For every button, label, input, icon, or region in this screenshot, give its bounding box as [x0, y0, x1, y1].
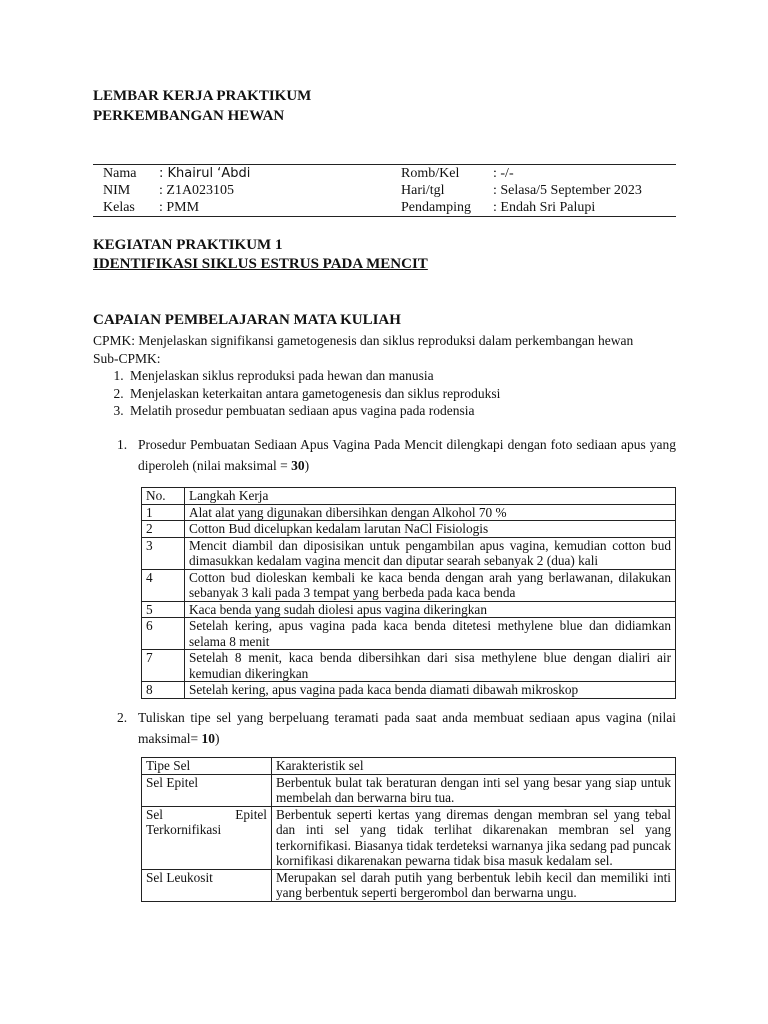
info-label: Kelas: [93, 199, 149, 217]
table-row: [142, 774, 676, 806]
cell-type: Sel Leukosit: [142, 869, 272, 901]
step-text: Alat alat yang digunakan dibersihkan dengan Alkohol 70 %: [185, 504, 676, 521]
table-row: [142, 682, 676, 699]
activity-heading: [93, 236, 428, 274]
title-line-1: LEMBAR KERJA PRAKTIKUM: [93, 88, 312, 104]
step-number: 8: [142, 682, 185, 699]
cpmk-text: CPMK: Menjelaskan signifikansi gametogenesis dan siklus reproduksi dalam perkembangan hewan: [93, 333, 634, 348]
table-header-row: [142, 488, 676, 505]
step-text: Cotton Bud dicelupkan kedalam larutan NaCl Fisiologis: [185, 521, 676, 538]
step-number: 7: [142, 650, 185, 682]
table-row: [142, 537, 676, 569]
procedure-table: [141, 487, 676, 699]
info-value: : -/-: [483, 165, 676, 183]
table-row: [142, 869, 676, 901]
info-label: Pendamping: [391, 199, 483, 217]
info-value: : Z1A023105: [159, 183, 235, 198]
info-row: [93, 199, 676, 217]
table-row: [142, 650, 676, 682]
question-2: [93, 707, 676, 749]
step-number: 6: [142, 618, 185, 650]
cell-type-word: Terkornifikasi: [146, 822, 222, 837]
info-label: Nama: [93, 165, 149, 183]
info-row: [93, 165, 676, 183]
info-value: : PMM: [149, 199, 391, 217]
cell-type-word: Sel: [146, 806, 163, 822]
info-label: Romb/Kel: [391, 165, 483, 183]
question-text: [138, 434, 676, 476]
info-value: : Endah Sri Palupi: [483, 199, 676, 217]
question-prompt: Tuliskan tipe sel yang berpeluang teramati pada saat anda membuat sediaan apus vagina (nilai maksimal=: [138, 710, 676, 746]
question-number: 1.: [117, 437, 128, 452]
step-number: 2: [142, 521, 185, 538]
title-line-2: PERKEMBANGAN HEWAN: [93, 108, 285, 124]
cell-type-word: Epitel: [235, 806, 267, 822]
info-label: Hari/tgl: [401, 183, 445, 198]
cell-characteristic: Berbentuk seperti kertas yang diremas dengan membran sel yang tebal dan inti sel yang tidak terlihat dikarenakan membran sel yang terkornifikasi. Biasanya tidak terdeteksi warnanya jika sedang pad puncak kornifikasi dikarenakan pewarna tidak bisa masuk kedalam sel.: [272, 806, 676, 869]
step-number: 1: [142, 504, 185, 521]
step-number: 3: [142, 537, 185, 569]
step-text: Mencit diambil dan diposisikan untuk pengambilan apus vagina, kemudian cotton bud dimasukkan kedalam vagina mencit dan diputar searah sebanyak 2 (dua) kali: [185, 537, 676, 569]
cell-characteristic: Berbentuk bulat tak beraturan dengan inti sel yang besar yang siap untuk membelah dan berwarna biru tua.: [272, 774, 676, 806]
column-header-type: Tipe Sel: [142, 758, 272, 775]
table-row: [142, 618, 676, 650]
capaian-section: [93, 332, 683, 420]
table-row: [142, 521, 676, 538]
info-label: NIM: [103, 183, 131, 198]
info-row: [93, 182, 676, 199]
question-text: [138, 707, 676, 749]
step-number: 4: [142, 569, 185, 601]
step-number: 5: [142, 601, 185, 618]
question-close: ): [304, 458, 310, 473]
sub-cpmk-list: [93, 367, 683, 420]
step-text: Kaca benda yang sudah diolesi apus vagina dikeringkan: [185, 601, 676, 618]
question-prompt: Prosedur Pembuatan Sediaan Apus Vagina Pada Mencit dilengkapi dengan foto sediaan apus yang diperoleh (nilai maksimal =: [138, 437, 676, 473]
table-row: [142, 806, 676, 869]
list-item: 3. Melatih prosedur pembuatan sediaan apus vagina pada rodensia: [127, 402, 683, 420]
step-text: Setelah kering, apus vagina pada kaca benda ditetesi methylene blue dan didiamkan selama 8 menit: [185, 618, 676, 650]
table-row: [142, 569, 676, 601]
cell-type-table: [141, 757, 676, 902]
question-close: ): [214, 731, 220, 746]
table-row: [142, 504, 676, 521]
question-score: 30: [291, 458, 305, 473]
column-header-step: Langkah Kerja: [185, 488, 676, 505]
cell-characteristic: Merupakan sel darah putih yang berbentuk lebih kecil dan memiliki inti yang berbentuk seperti bergerombol dan berwarna ungu.: [272, 869, 676, 901]
student-name: : Khairul ‘Abdi: [149, 165, 391, 183]
cell-type-line: [146, 807, 267, 823]
column-header-characteristic: Karakteristik sel: [272, 758, 676, 775]
info-value: : Selasa/5 September 2023: [493, 183, 642, 198]
question-score: 10: [201, 731, 215, 746]
table-header-row: [142, 758, 676, 775]
step-text: Cotton bud dioleskan kembali ke kaca benda dengan arah yang berlawanan, dilakukan sebanyak 3 kali pada 3 tempat yang berbeda pada kaca benda: [185, 569, 676, 601]
table-row: [142, 601, 676, 618]
step-text: Setelah 8 menit, kaca benda dibersihkan dari sisa methylene blue dengan dialiri air kemudian dikeringkan: [185, 650, 676, 682]
step-text: Setelah kering, apus vagina pada kaca benda diamati dibawah mikroskop: [185, 682, 676, 699]
cell-type: Sel Epitel: [142, 774, 272, 806]
document-title: [93, 86, 311, 126]
question-number: 2.: [117, 710, 128, 725]
sub-cpmk-label: Sub-CPMK:: [93, 350, 161, 366]
question-1: [93, 434, 676, 476]
list-item: 1. Menjelaskan siklus reproduksi pada hewan dan manusia: [127, 367, 683, 385]
student-info-table: [93, 164, 676, 217]
list-item: 2. Menjelaskan keterkaitan antara gametogenesis dan siklus reproduksi: [127, 385, 683, 403]
column-header-no: No.: [142, 488, 185, 505]
activity-line-1: KEGIATAN PRAKTIKUM 1: [93, 237, 283, 253]
cell-type: [142, 806, 272, 869]
capaian-heading: CAPAIAN PEMBELAJARAN MATA KULIAH: [93, 312, 401, 328]
activity-line-2: IDENTIFIKASI SIKLUS ESTRUS PADA MENCIT: [93, 256, 428, 272]
